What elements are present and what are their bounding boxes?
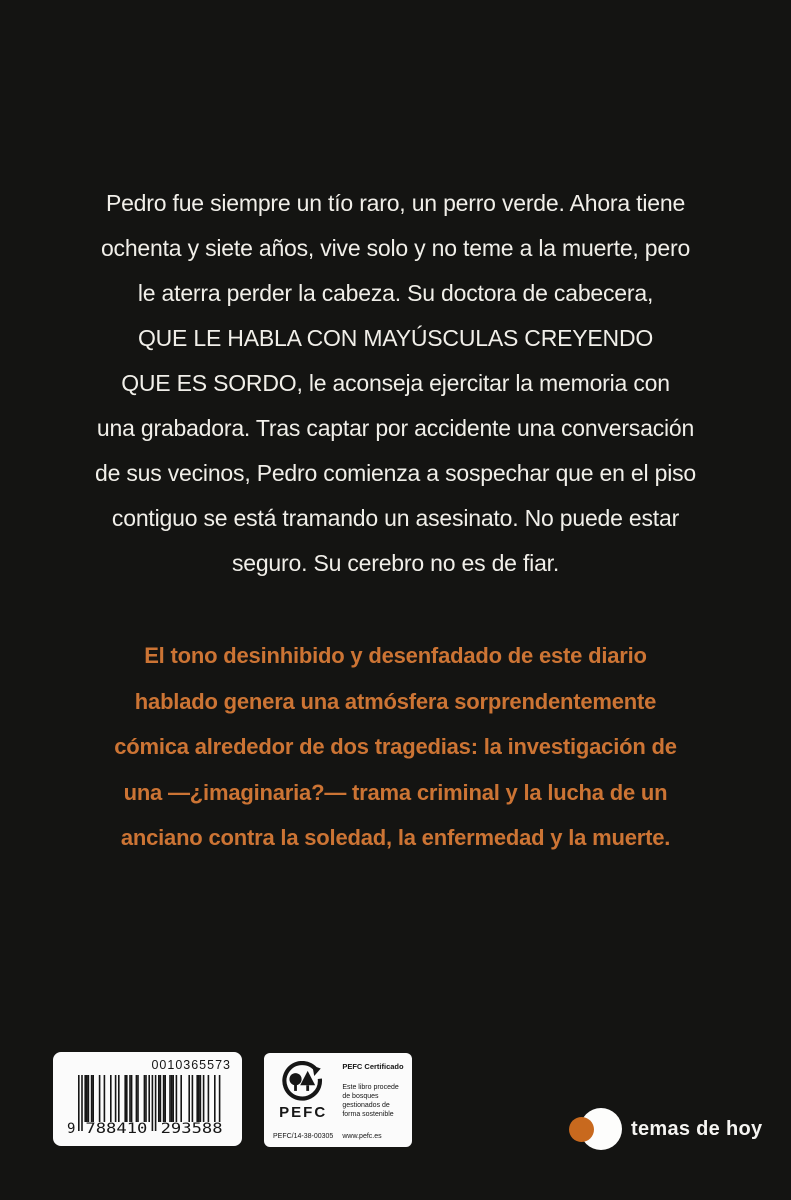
pefc-title: PEFC Certificado (342, 1062, 404, 1071)
svg-text:788410: 788410 (84, 1121, 147, 1136)
svg-text:293588: 293588 (160, 1121, 223, 1136)
synopsis-paragraph (40, 181, 751, 586)
highlight-line: El tono desinhibido y desenfadado de este diario (144, 643, 647, 668)
pefc-logo-text: PEFC (279, 1104, 328, 1121)
pefc-trees-icon (279, 1061, 327, 1104)
highlight-line: anciano contra la soledad, la enfermedad y la muerte. (120, 825, 671, 850)
highlight-paragraph (40, 633, 751, 861)
svg-text:9: 9 (66, 1121, 75, 1136)
barcode-top-number: 0010365573 (151, 1058, 231, 1072)
ean13-barcode (65, 1074, 231, 1136)
synopsis-line: ochenta y siete años, vive solo y no teme a la muerte, pero (100, 235, 691, 261)
pefc-certificate-code: PEFC/14-38-00305 (273, 1133, 334, 1140)
synopsis-line: contiguo se está tramando un asesinato. No puede estar (111, 505, 680, 531)
highlight-line: hablado genera una atmósfera sorprendentemente (134, 688, 657, 714)
barcode-sticker (53, 1052, 242, 1146)
highlight-line: una —¿imaginaria?— trama criminal y la lucha de un (123, 779, 668, 805)
publisher-orange-circle-icon (569, 1117, 594, 1142)
highlight-line: cómica alrededor de dos tragedias: la investigación de (114, 734, 677, 759)
publisher-name: temas de hoy (631, 1118, 763, 1140)
pefc-description: Este libro procede de bosques gestionados de forma sostenible (342, 1084, 399, 1118)
synopsis-line: QUE ES SORDO, le aconseja ejercitar la memoria con (121, 370, 670, 396)
pefc-label-right-column (333, 1061, 406, 1140)
pefc-url: www.pefc.es (342, 1133, 382, 1140)
synopsis-line: le aterra perder la cabeza. Su doctora de cabecera, (137, 280, 654, 306)
pefc-label (264, 1053, 412, 1147)
synopsis-line: una grabadora. Tras captar por accidente una conversación (96, 415, 695, 441)
synopsis-line: QUE LE HABLA CON MAYÚSCULAS CREYENDO (137, 325, 654, 351)
synopsis-line: de sus vecinos, Pedro comienza a sospechar que en el piso (94, 460, 697, 486)
pefc-label-left-column (273, 1061, 333, 1140)
synopsis-line: Pedro fue siempre un tío raro, un perro verde. Ahora tiene (105, 190, 686, 216)
publisher-logo (569, 1105, 763, 1155)
synopsis-line: seguro. Su cerebro no es de fiar. (231, 550, 560, 576)
